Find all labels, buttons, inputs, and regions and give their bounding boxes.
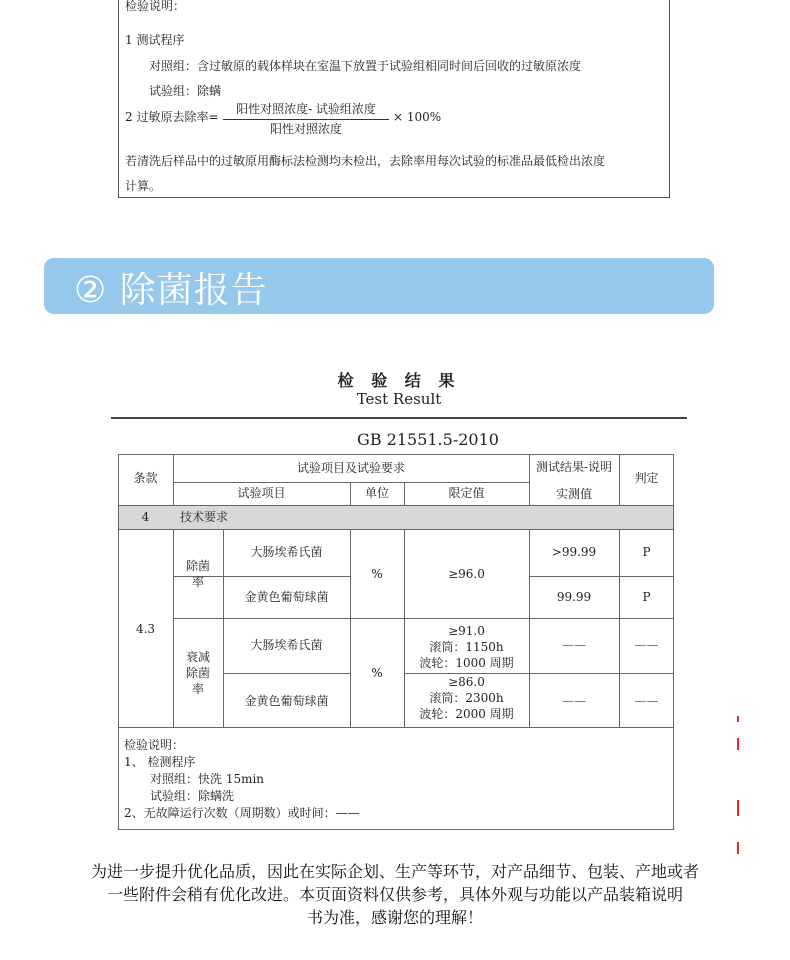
formula-numerator: 阳性对照浓度- 试验组浓度 [223, 101, 389, 120]
group1-row2-measured: 99.99 [556, 590, 592, 604]
group1-row1-verdict: P [642, 545, 651, 559]
disclaimer-line-2: 一些附件会稍有优化改进。本页面资料仅供参考，具体外观与功能以产品装箱说明 [106, 885, 683, 904]
header-limit: 限定值 [448, 486, 485, 500]
group2-row1-verdict: —— [634, 638, 659, 652]
group2-row2-limit-drum: 滚筒：2300h [429, 691, 504, 706]
group2-row1-limit-pulsator: 波轮：1000 周期 [419, 656, 514, 671]
group1-row2-verdict: P [642, 590, 651, 604]
header-items-requirements: 试验项目及试验要求 [296, 461, 405, 475]
group2-row2-limit [404, 674, 529, 723]
disclaimer-line-3: 书为准，感谢您的理解！ [306, 908, 483, 927]
header-clause: 条款 [133, 471, 158, 485]
notes-line-3: 试验组：除螨 [149, 84, 222, 98]
group2-row1-limit-drum: 滚筒：1150h [429, 640, 504, 655]
report-title-cn: 检 验 结 果 [337, 371, 461, 390]
group2-row2-verdict: —— [634, 694, 659, 708]
disclaimer-line-1: 为进一步提升优化品质，因此在实际企划、生产等环节，对产品细节、包装、产地或者 [90, 862, 699, 881]
table-notes-line-4: 2、无故障运行次数（周期数）或时间：—— [124, 806, 360, 820]
test-notes-box [118, 0, 670, 198]
header-unit: 单位 [364, 486, 389, 500]
group2-row1-measured: —— [562, 638, 586, 652]
group2-name: 衰减除菌率 [185, 650, 210, 697]
notes-line-2: 对照组：含过敏原的载体样块在室温下放置于试验组相同时间后回收的过敏原浓度 [149, 59, 582, 73]
table-notes-line-1: 1、 检测程序 [124, 755, 196, 769]
group2-unit: % [371, 666, 383, 680]
section-name: 技术要求 [180, 510, 229, 524]
disclaimer [0, 860, 790, 929]
notes-heading: 检验说明： [125, 0, 186, 13]
table-notes [124, 737, 360, 822]
group2-row1-bacteria: 大肠埃希氏菌 [250, 638, 323, 652]
formula-fraction [223, 101, 389, 138]
table-notes-heading: 检验说明： [124, 738, 185, 752]
section-clause: 4 [141, 510, 150, 524]
notes-line-5: 若清洗后样品中的过敏原用酶标法检测均未检出，去除率用每次试验的标准品最低检出浓度 [125, 154, 606, 168]
group1-unit: % [371, 567, 383, 581]
group1-row1-measured: >99.99 [551, 545, 597, 559]
header-item: 试验项目 [237, 486, 286, 500]
results-table [118, 454, 674, 830]
group2-row1-limit [404, 623, 529, 672]
header-measured: 实测值 [555, 487, 592, 501]
group1-limit: ≥96.0 [448, 567, 485, 581]
edge-mark [737, 800, 739, 816]
group2-row2-measured: —— [562, 694, 586, 708]
standard-number: GB 21551.5-2010 [357, 430, 499, 449]
group2-row2-limit-value: ≥86.0 [448, 675, 485, 689]
sub-clause: 4.3 [135, 622, 156, 636]
notes-line-6: 计算。 [125, 179, 162, 193]
section-title: ② 除菌报告 [74, 270, 268, 311]
group2-row2-bacteria: 金黄色葡萄球菌 [244, 694, 329, 708]
edge-mark [737, 738, 739, 750]
notes-line-1: 1 测试程序 [125, 33, 185, 47]
group2-row1-limit-value: ≥91.0 [448, 624, 485, 638]
group2-row2-limit-pulsator: 波轮：2000 周期 [419, 707, 514, 722]
header-result-desc: 测试结果-说明 [535, 460, 613, 474]
report-title-en: Test Result [356, 390, 442, 408]
group1-name: 除菌率 [185, 559, 210, 590]
formula-prefix: 2 过敏原去除率= [125, 110, 219, 124]
formula-suffix: × 100% [393, 110, 442, 124]
header-verdict: 判定 [634, 471, 659, 485]
edge-mark [737, 716, 739, 722]
formula-denominator: 阳性对照浓度 [269, 121, 342, 136]
title-divider [111, 417, 687, 419]
table-notes-line-2: 对照组：快洗 15min [150, 772, 265, 786]
edge-mark [737, 842, 739, 854]
table-notes-line-3: 试验组：除螨洗 [150, 789, 235, 803]
group1-row1-bacteria: 大肠埃希氏菌 [250, 545, 323, 559]
group1-row2-bacteria: 金黄色葡萄球菌 [244, 590, 329, 604]
